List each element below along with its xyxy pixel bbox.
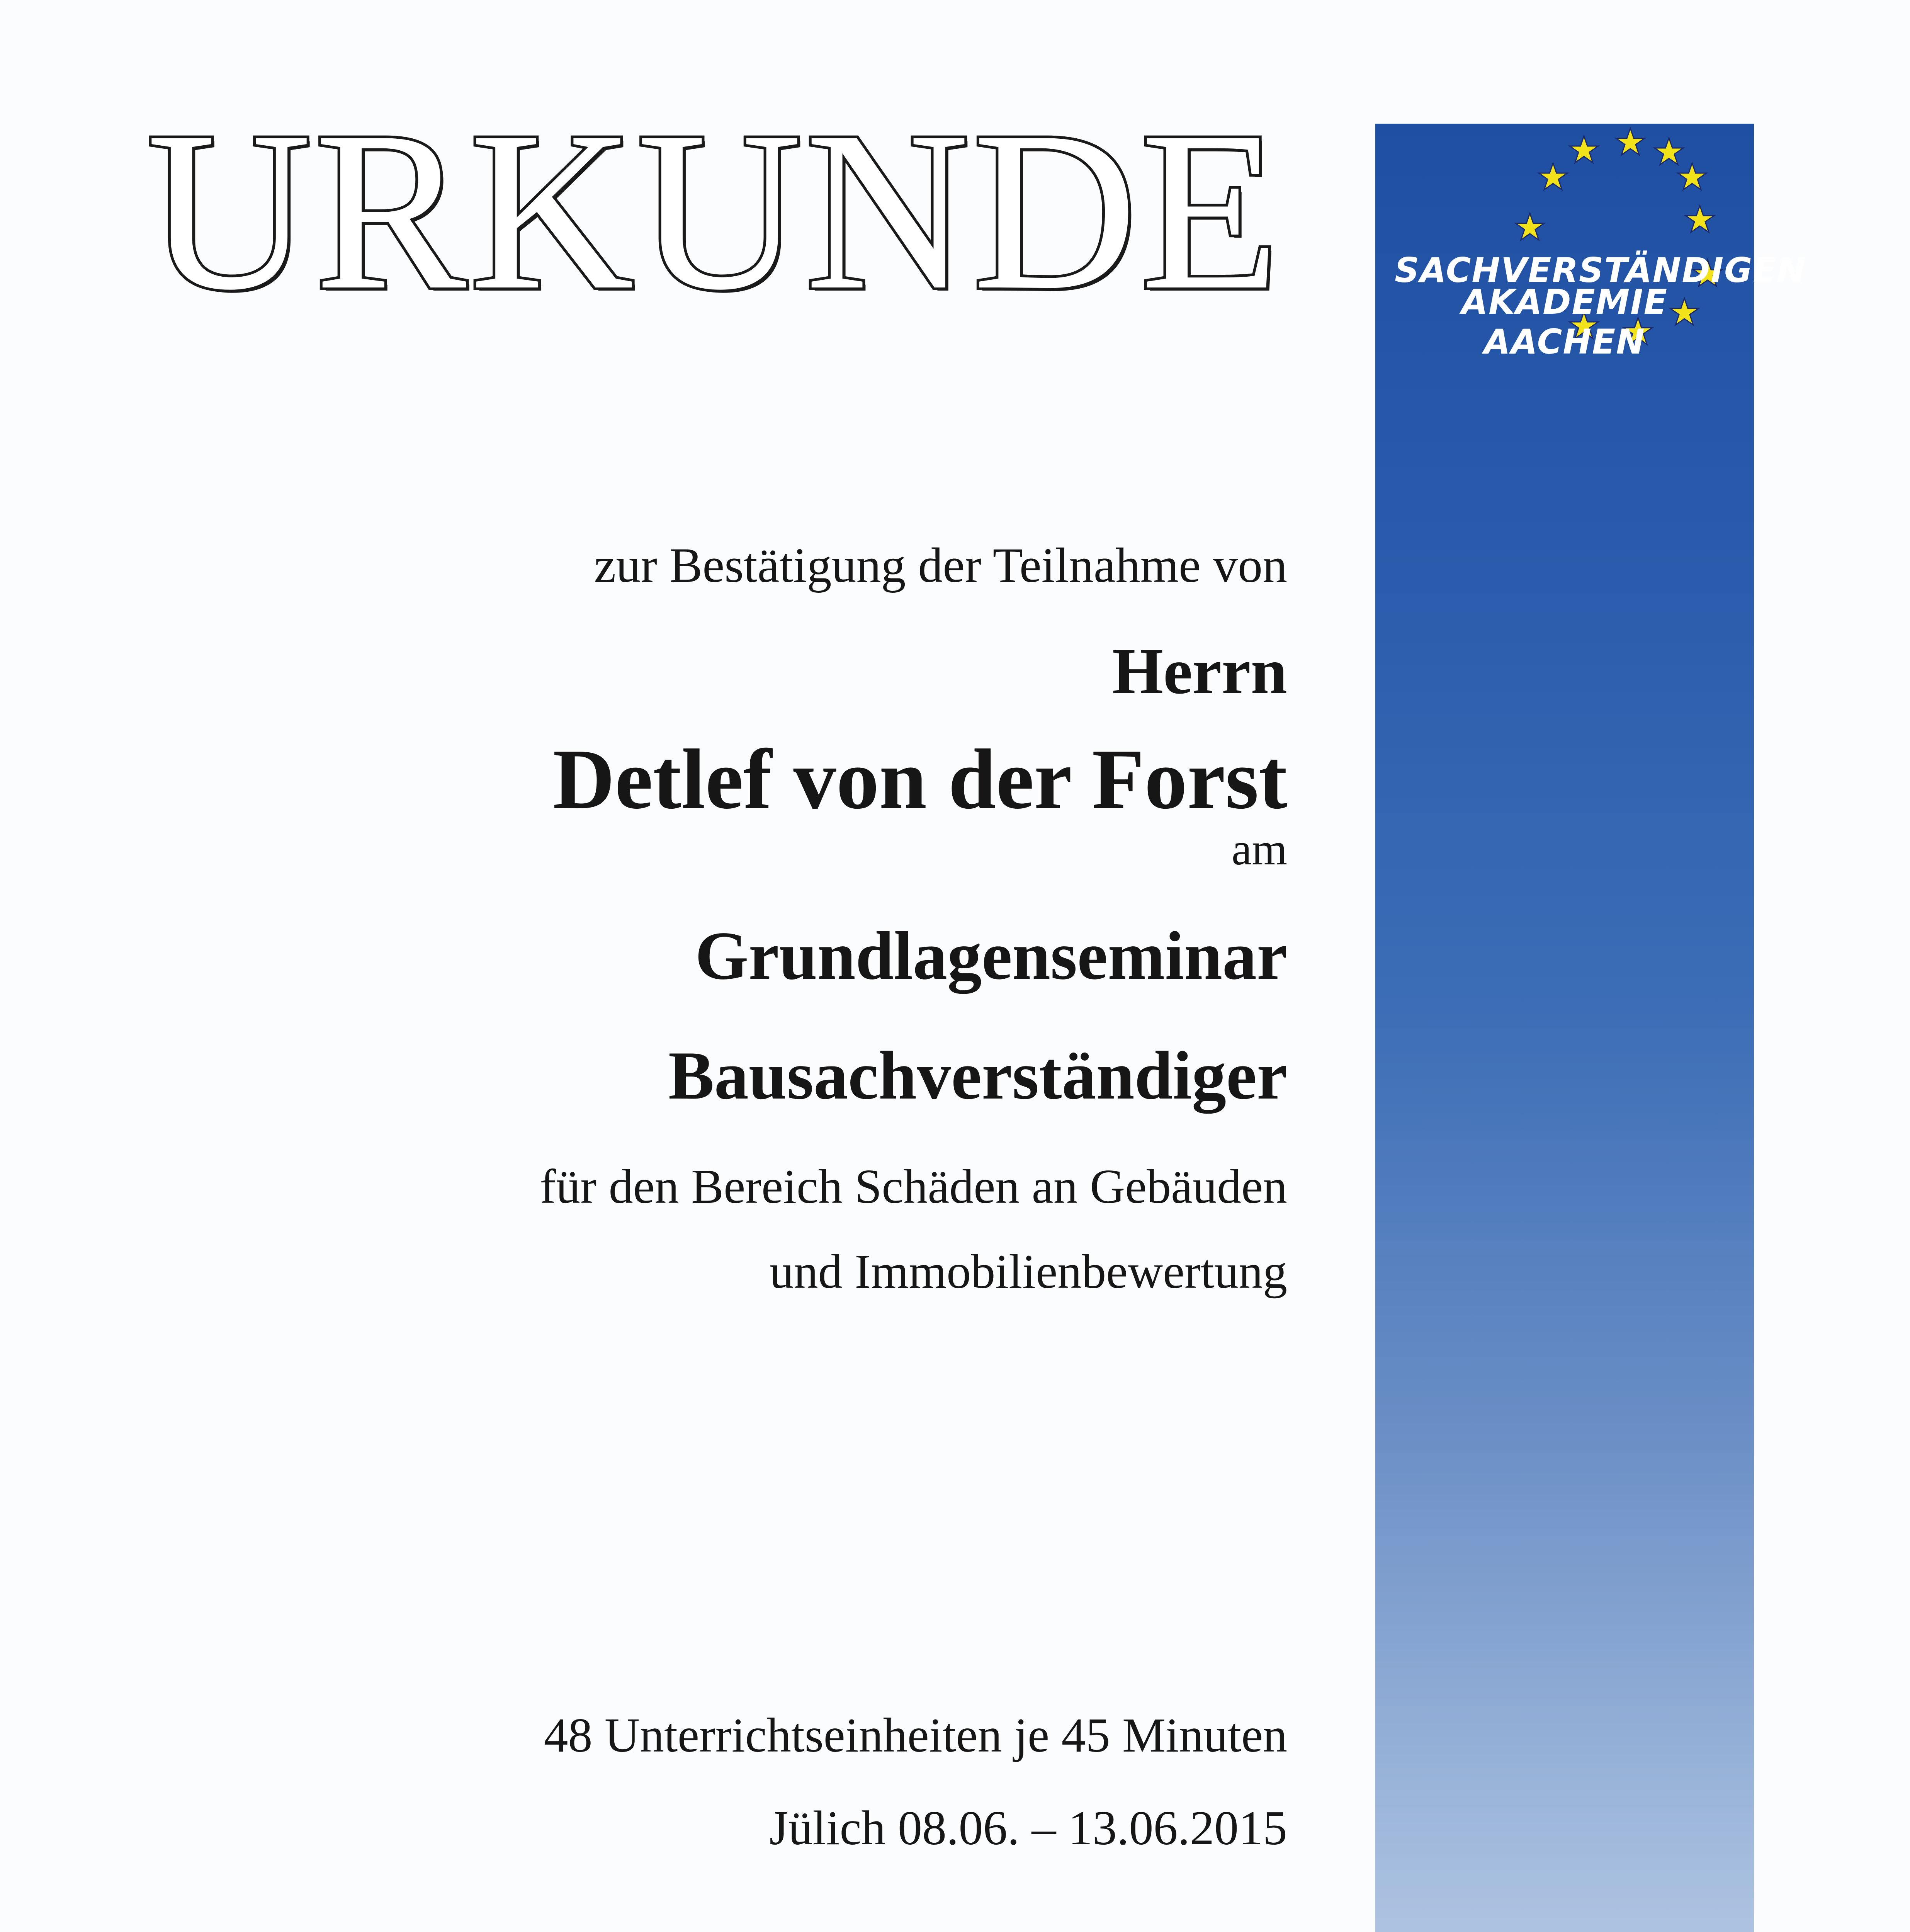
logo-line-1: SACHVERSTÄNDIGEN (1395, 250, 1806, 290)
place-and-date: Jülich 08.06. – 13.06.2015 (769, 1801, 1287, 1855)
seminar-title-line-2: Bausachverständiger (668, 1037, 1287, 1114)
intro-text: zur Bestätigung der Teilnahme von (594, 538, 1287, 593)
logo-line-2: AKADEMIE AACHEN (1461, 282, 1668, 362)
certificate-title: URKUNDE (147, 84, 1283, 337)
teaching-units: 48 Unterrichtseinheiten je 45 Minuten (544, 1709, 1287, 1762)
salutation: Herrn (1112, 635, 1287, 707)
connector-text: am (1231, 824, 1287, 874)
participant-name: Detlef von der Forst (553, 732, 1287, 827)
area-line-2: und Immobilienbewertung (769, 1245, 1287, 1299)
area-line-1: für den Bereich Schäden an Gebäuden (540, 1160, 1287, 1214)
blue-ribbon (1375, 124, 1806, 1932)
seminar-title-line-1: Grundlagenseminar (695, 917, 1287, 994)
